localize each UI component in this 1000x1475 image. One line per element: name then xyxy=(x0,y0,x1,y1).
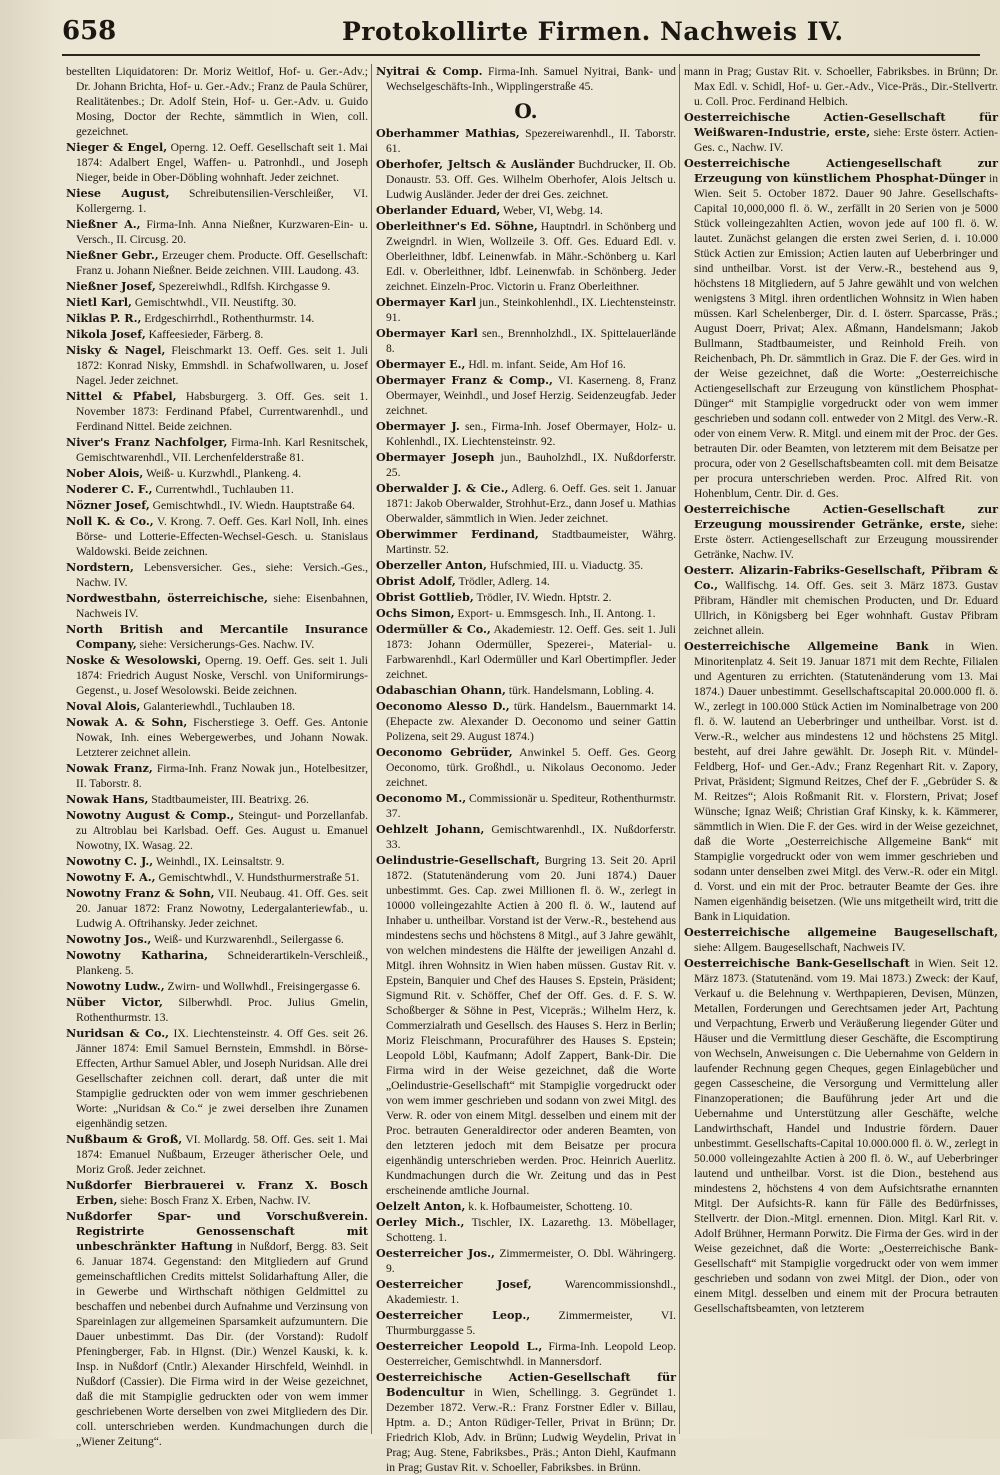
firm-name: Nittel & Pfabel, xyxy=(66,389,177,403)
entry-text: siehe: Bosch Franz X. Erben, Nachw. IV. xyxy=(120,1194,311,1207)
entry-text: jun., Bauholzhdl., IX. Nußdorferstr. 25. xyxy=(386,451,677,479)
directory-entry xyxy=(66,514,368,559)
entry-text: Wallfischg. 14. Off. Ges. seit 3. März 1873. Gustav Přibram, Händler mit chemischen Producten, und Dr. Eduard Ullrich, in Königsberg bei Eger wohnhaft. Gustav Přibram zeichnet allein. xyxy=(694,579,998,637)
entry-text: in Nußdorf, Bergg. 83. Seit 6. Januar 1874. Gegenstand: den Mitgliedern auf Grund gemeinschaftlichen Credits mittelst Solidarhaftung Aller, die in Gewerbe und Wirthschaft nöthigen Geldmittel zu beschaffen und nebenbei durch Aufnahme und Verzinsung von Spareinlagen zur allgemeinen Sparsamkeit aufzumuntern. Die Dauer unbestimmt. Das Dir. (der Vorstand): Rudolf Pfeningberger, Fab. in Hlgnst. (Dir.) Wenzel Kauski, k. k. Insp. in Nußdorf (Cntlr.) Alexander Hirschfeld, Weinhdl. in Nußdorf (Cassier). Die Firma wird in der Weise gezeichnet, daß die mit Stampiglie gedruckten oder von wem immer geschriebenen Worte derselben von zwei Mitgliedern des Dir. coll. unterschrieben werden. Kundmachungen durch die „Wiener Zeitung“. xyxy=(76,1240,369,1448)
firm-name: Oerley Mich., xyxy=(376,1215,465,1229)
firm-name: Noll K. & Co., xyxy=(66,514,154,528)
firm-name: Oesterreichische Actien-Gesellschaft für Weißwaren-Industrie, erste, xyxy=(684,110,998,139)
page-header xyxy=(62,14,980,56)
directory-entry xyxy=(66,699,368,714)
entry-text: Erzeuger chem. Producte. Off. Gesellschaft: Franz u. Johann Nießner. Beide zeichnen. VIII. Laudong. 43. xyxy=(76,249,368,277)
directory-entry xyxy=(376,791,676,821)
firm-name: Oberhammer Mathias, xyxy=(376,126,520,140)
directory-entry xyxy=(66,591,368,621)
firm-name: Obermayer J. xyxy=(376,419,460,433)
directory-entry xyxy=(66,295,368,310)
directory-entry xyxy=(376,1308,676,1338)
column-1 xyxy=(66,64,369,1448)
entry-text: mann in Prag; Gustav Rit. v. Schoeller, Fabriksbes. in Brünn; Dr. Max Edl. v. Schidl, Hof- u. Ger.-Adv., Vice-Präs., Dir.-Stellvertr. u. Coll. Proc. Ferdinand Helbich. xyxy=(684,65,998,108)
firm-name: Nieger & Engel, xyxy=(66,140,168,154)
entry-text: Schneiderartikeln-Verschleiß., Plankeng. 5. xyxy=(76,949,368,977)
entry-text: Schreibutensilien-Verschleißer, VI. Kollergerng. 1. xyxy=(76,187,368,215)
directory-entry xyxy=(66,948,368,978)
firm-name: Nußdorfer Spar- und Vorschußverein. Registrirte Genossenschaft mit unbeschränkter Haftung xyxy=(66,1209,368,1253)
entry-text: Operng. 12. Oeff. Gesellschaft seit 1. Mai 1874: Adalbert Engel, Waffen- u. Patronhdl., und Joseph Nieger, beide in Ober-Döbling wohnhaft. Jeder zeichnet. xyxy=(76,141,368,184)
firm-name: Oesterreicher Josef, xyxy=(376,1277,532,1291)
directory-entry xyxy=(66,140,368,185)
directory-entry xyxy=(376,606,676,621)
entry-text: Hdl. m. infant. Seide, Am Hof 16. xyxy=(468,358,626,371)
entry-text: Galanteriewhdl., Tuchlauben 18. xyxy=(143,700,295,713)
firm-name: Nießner A., xyxy=(66,217,141,231)
directory-entry xyxy=(66,761,368,791)
directory-entry xyxy=(376,450,676,480)
entry-text: IX. Liechtensteinstr. 4. Off Ges. seit 26. Jänner 1874: Emil Samuel Bernstein, Emmshdl. in Börse-Effecten, Arthur Samuel Abler, und Joseph Nuridsan. Alle drei Gesellschafter zeichnen coll. derart, daß unter die mit Stampiglie gedruckten oder von wem immer geschriebenen Worte: „Nuridsan & Co.“ je zwei derselben ihre Zunamen eigenhändig setzen. xyxy=(76,1027,369,1130)
entry-text: siehe: Erste österr. Actien-Ges. c., Nachw. IV. xyxy=(694,126,998,154)
firm-name: Oeconomo Gebrüder, xyxy=(376,745,513,759)
entry-text: Weber, VI, Webg. 14. xyxy=(503,204,603,217)
directory-entry xyxy=(66,560,368,590)
directory-entry xyxy=(66,715,368,760)
firm-name: Oesterreicher Jos., xyxy=(376,1246,495,1260)
directory-entry xyxy=(66,1178,368,1208)
firm-name: Obermayer Joseph xyxy=(376,450,495,464)
firm-name: Oberlander Eduard, xyxy=(376,203,501,217)
firm-name: Noderer C. F., xyxy=(66,482,153,496)
directory-entry xyxy=(376,295,676,325)
firm-name: Obrist Adolf, xyxy=(376,574,456,588)
directory-entry xyxy=(684,64,998,109)
directory-entry xyxy=(376,1339,676,1369)
directory-entry xyxy=(66,792,368,807)
column-3 xyxy=(684,64,998,1434)
firm-name: Nisky & Nagel, xyxy=(66,343,166,357)
entry-text: Buchdrucker, II. Ob. Donaustr. 53. Off. Ges. Wilhelm Oberhofer, Alois Jeltsch u. Ludwig Ausländer. Jeder der drei Ges. zeichnet. xyxy=(386,158,676,201)
directory-entry xyxy=(66,979,368,994)
directory-entry xyxy=(376,1277,676,1307)
firm-name: Nußbaum & Groß, xyxy=(66,1132,183,1146)
firm-name: Nowak Franz, xyxy=(66,761,153,775)
column-divider xyxy=(371,64,372,1434)
directory-entry xyxy=(376,373,676,418)
firm-name: Oesterr. Alizarin-Fabriks-Gesellschaft, Přibram & Co., xyxy=(684,563,998,592)
firm-name: Nober Alois, xyxy=(66,466,144,480)
entry-text: Gemischtwhdl., IV. Wiedn. Hauptstraße 64. xyxy=(152,499,355,512)
entry-text: Trödler, IV. Wiedn. Hptstr. 2. xyxy=(476,591,612,604)
column-2 xyxy=(376,64,677,1474)
directory-entry xyxy=(376,1246,676,1276)
entry-text: Tischler, IX. Lazarethg. 13. Möbellager, Schotteng. 1. xyxy=(386,1216,676,1244)
firm-name: Niese August, xyxy=(66,186,170,200)
directory-entry xyxy=(376,326,676,356)
firm-name: Oesterreichische allgemeine Baugesellschaft, xyxy=(684,925,998,939)
directory-entry xyxy=(66,1209,368,1449)
firm-name: Nuridsan & Co., xyxy=(66,1026,170,1040)
entry-text: VI. Kaserneng. 8, Franz Obermayer, Weinhdl., und Josef Herzig. Seidenzeugfab. Jeder zeichnet. xyxy=(386,374,676,417)
firm-name: Oeconomo Alesso D., xyxy=(376,699,510,713)
entry-text: Silberwhdl. Proc. Julius Gmelin, Rothenthurmstr. 13. xyxy=(76,996,368,1024)
entry-text: Weinhdl., IX. Leinsaltstr. 9. xyxy=(155,855,285,868)
firm-name: Nözner Josef, xyxy=(66,498,150,512)
directory-entry xyxy=(66,995,368,1025)
directory-entry xyxy=(376,558,676,573)
entry-text: Currentwhdl., Tuchlauben 11. xyxy=(155,483,294,496)
firm-name: Nowotny Jos., xyxy=(66,932,152,946)
entry-text: Akademiestr. 12. Oeff. Ges. seit 1. Juli 1873: Johann Odermüller, Spezerei-, Material- u. Farbwarenhdl., Karl Odermüller und Karl Obertimpfler. Jeder zeichnet. xyxy=(386,623,676,681)
directory-entry xyxy=(66,186,368,216)
entry-text: Firma-Inh. Samuel Nyitrai, Bank- und Wechselgeschäfts-Inh., Wipplingerstraße 45. xyxy=(386,65,676,93)
firm-name: Oesterreichische Actien-Gesellschaft für Bodencultur xyxy=(376,1370,676,1399)
entry-text: Fleischmarkt 13. Oeff. Ges. seit 1. Juli 1872: Konrad Nisky, Emmshdl. in Schafwollwaren, u. Josef Nagel. Jeder zeichnet. xyxy=(76,344,368,387)
firm-name: Oeconomo M., xyxy=(376,791,467,805)
firm-name: Nowotny August & Comp., xyxy=(66,808,235,822)
firm-name: Nikola Josef, xyxy=(66,327,146,341)
directory-entry xyxy=(66,1026,368,1131)
directory-entry xyxy=(376,822,676,852)
entry-text: Zimmermeister, O. Dbl. Währingerg. 9. xyxy=(386,1247,676,1275)
section-letter: O. xyxy=(514,99,538,123)
entry-text: Firma-Inh. Franz Nowak jun., Hotelbesitzer, II. Taborstr. 8. xyxy=(76,762,368,790)
directory-entry xyxy=(684,925,998,955)
entry-text: Hufschmied, III. u. Viaductg. 35. xyxy=(489,559,644,572)
firm-name: Nyitrai & Comp. xyxy=(376,64,483,78)
entry-text: Operng. 19. Oeff. Ges. seit 1. Juli 1874: Friedrich August Noske, Verschl. von Uniformirungs-Gegenst., u. Josef Wesolowski. Beide zeichnen. xyxy=(76,654,368,697)
directory-entry xyxy=(684,956,998,1316)
directory-entry xyxy=(66,248,368,278)
firm-name: Nowak A. & Sohn, xyxy=(66,715,188,729)
firm-name: Nietl Karl, xyxy=(66,295,132,309)
directory-entry xyxy=(376,745,676,790)
directory-entry xyxy=(66,389,368,434)
entry-text: V. Krong. 7. Oeff. Ges. Karl Noll, Inh. eines Börse- und Lotterie-Effecten-Wechsel-Gesch. u. Stanislaus Waldowski. Beide zeichnen. xyxy=(76,515,368,558)
entry-text: Gemischtwhdl., V. Hundsthurmerstraße 51. xyxy=(158,871,360,884)
directory-entry xyxy=(376,481,676,526)
entry-text: Firma-Inh. Karl Resnitschek, Gemischtwarenhdl., VII. Lerchenfelderstraße 81. xyxy=(76,436,368,464)
page-number: 658 xyxy=(62,16,117,46)
directory-entry xyxy=(376,699,676,744)
firm-name: Oehlzelt Johann, xyxy=(376,822,485,836)
entry-text: Lebensversicher. Ges., siehe: Versich.-Ges., Nachw. IV. xyxy=(76,561,369,589)
entry-text: Gemischtwarenhdl., IX. Nußdorferstr. 33. xyxy=(386,823,676,851)
firm-name: Oberleithner's Ed. Söhne, xyxy=(376,219,538,233)
firm-name: Oelindustrie-Gesellschaft, xyxy=(376,853,540,867)
firm-name: Noval Alois, xyxy=(66,699,141,713)
directory-entry xyxy=(66,311,368,326)
directory-entry xyxy=(376,527,676,557)
entry-text: Trödler, Adlerg. 14. xyxy=(458,575,550,588)
entry-text: Burgring 13. Seit 20. April 1872. (Statutenänderung vom 20. Juni 1874.) Dauer unbestimmt. Ges. Cap. zwei Millionen fl. ö. W., zerlegt in 10000 volleingezahlte Actien à 200 fl. ö. W., lautend auf Inhaber u. untheilbar. Vorstand ist der Verw.-R., bestehend aus mindestens sechs und höchstens 8 Mitgl., auf 3 Jahre gewählt, von welchen mindestens die Hälfte der jeweiligen Anzahl d. Mitgl. ihren Wohnsitz in Wien haben müssen. Gustav Rit. v. Epstein, Banquier und Chef des Hauses S. Epstein, Präsident; Sigmund Rit. v. Schöffer, Chef der Off. Ges. d. F. S. W. Schoßberger & Söhne in Pest, Vicepräs.; Wilhelm Herz, k. Commerzialrath und Gesellsch. des Hauses S. Herz in Berlin; Moriz Fleischmann, Procuraführer des Hauses S. Epstein; Leopold Löbl, Kaufmann; Adolf Zappert, Bank-Dir. Die Firma wird in der Weise gezeichnet, daß die Worte „Oelindustrie-Gesellschaft“ mit Stampiglie vorgedruckt oder von wem immer geschrieben und sodann von zwei Mitgl. des Verw. R. oder von einem Mitgl. desselben und einem mit der Proc. betrauten Generaldirector oder anderen Beamten, von den letzteren jedoch mit dem Beisatze per procura eigenhändig unterschrieben werden. Proc. Heinrich Auerlitz. Kundmachungen durch die Wr. Zeitung und das in Pest erscheinende amtliche Journal. xyxy=(386,854,676,1197)
entry-text: Zimmermeister, VI. Thurmburggasse 5. xyxy=(386,1309,676,1337)
entry-text: Weiß- u. Kurzwhdl., Plankeng. 4. xyxy=(145,467,302,480)
directory-entry xyxy=(376,357,676,372)
entry-text: VI. Mollardg. 58. Off. Ges. seit 1. Mai 1874: Emanuel Nußbaum, Erzeuger ätherischer Oele, und Moriz Groß. Jeder zeichnet. xyxy=(76,1133,368,1176)
firm-name: Oesterreichische Bank-Gesellschaft xyxy=(684,956,910,970)
directory-entry xyxy=(66,279,368,294)
directory-entry xyxy=(376,203,676,218)
firm-name: Oesterreichische Actiengesellschaft zur Erzeugung von künstlichem Phosphat-Dünger xyxy=(684,156,998,185)
firm-name: Nowotny F. A., xyxy=(66,870,156,884)
entry-text: Gemischtwhdl., VII. Neustiftg. 30. xyxy=(134,296,297,309)
firm-name: Obermayer Karl xyxy=(376,295,477,309)
entry-text: Steingut- und Porzellanfab. zu Altroblau bei Karlsbad. Oeff. Ges. August u. Emanuel Nowotny, IX. Wasag. 22. xyxy=(76,809,369,852)
firm-name: Nowotny Franz & Sohn, xyxy=(66,886,215,900)
entry-text: Firma-Inh. Leopold Leop. Oesterreicher, Gemischtwhdl. in Mannersdorf. xyxy=(386,1340,677,1368)
column-divider xyxy=(679,64,680,1434)
firm-name: Nordstern, xyxy=(66,560,134,574)
entry-text: Warencommissionshdl., Akademiestr. 1. xyxy=(386,1278,676,1306)
entry-text: Anwinkel 5. Oeff. Ges. Georg Oeconomo, türk. Großhdl., u. Nikolaus Oeconomo. Jeder zeichnet. xyxy=(386,746,676,789)
directory-entry xyxy=(376,157,676,202)
entry-text: türk. Handelsm., Bauernmarkt 14. (Ehepacte zw. Alexander D. Oeconomo und seiner Gattin Polizena, seit 29. August 1874.) xyxy=(386,700,676,743)
firm-name: Ochs Simon, xyxy=(376,606,455,620)
entry-text: in Wien. Seit 5. October 1872. Dauer 90 Jahre. Gesellschafts-Capital 10,000,000 fl. ö. W., zerfällt in 20 Serien von je 5000 Stück volleingezahlten Actien, wovon jede auf 100 fl. ö. W. lautet. Zunächst gelangen die ersten zwei Serien, d. i. 10.000 Stück Actien zur Emission; Actien lauten auf Ueberbringer und sind untheilbar. Vorst. ist der Verw.-R., bestehend aus 9, höchstens 18 Mitgliedern, auf 5 Jahre gewählt und von welchen wenigstens 3 Mitgl. ihren ordentlichen Wohnsitz in Wien haben müssen. Karl Schelenberger, Dir. d. I. österr. Sparcasse, Präs.; August Doerr, Privat; Alex. Aßmann, Handelsmann; Jakob Bullmann, Stadtbaumeister, und Reinhold Freih. von Reichenbach, Ph. Dr. sämmtlich in Graz. Die F. der Ges. wird in der Weise gezeichnet, daß die Worte: „Oesterreichische Actiengesellschaft zur Erzeugung von künstlichem Phosphat-Dünger“ mit Stampiglie vorgedruckt oder von wem immer geschrieben und sodann coll. entweder von 2 Mitgl. des Verw.-R. oder von einem Verw. R. Mitgl. und einem mit der Proc. der Ges. betrauten Dir. oder Beamten, von letzterem mit dem Beisatze per procura, oder von 2 Gesellschaftsbeamten coll. mit dem Beisatze per procura unterschrieben werden. Proc. Alfred Rit. von Hohenblum, Centr. Dir. d. Ges. xyxy=(694,172,998,500)
entry-text: Firma-Inh. Anna Nießner, Kurzwaren-Ein- u. Versch., II. Circusg. 20. xyxy=(76,218,368,246)
firm-name: Nowak Hans, xyxy=(66,792,149,806)
entry-text: VII. Neubaug. 41. Off. Ges. seit 20. Januar 1872: Franz Nowotny, Ledergalanteriewfab., u. Ludwig A. Oftrihansky. Jeder zeichnet. xyxy=(76,887,368,930)
firm-name: Oesterreicher Leop., xyxy=(376,1308,531,1322)
directory-entry xyxy=(684,639,998,924)
firm-name: Nowotny C. J., xyxy=(66,854,154,868)
entry-text: bestellten Liquidatoren: Dr. Moriz Weitlof, Hof- u. Ger.-Adv.; Dr. Johann Brichta, Hof- u. Ger.-Adv.; Franz de Paula Schürer, Realitätenbes.; Dr. Adolf Stein, Hof- u. Ger.-Adv. u. Guido Mosing, Doctor der Rechte, sämmtlich in Wien, coll. gezeichnet. xyxy=(66,65,368,138)
directory-entry xyxy=(376,574,676,589)
directory-entry xyxy=(376,1199,676,1214)
directory-entry xyxy=(66,482,368,497)
directory-entry xyxy=(66,1132,368,1177)
directory-entry xyxy=(66,854,368,869)
firm-name: Obermayer E., xyxy=(376,357,466,371)
entry-text: jun., Steinkohlenhdl., IX. Liechtensteinstr. 91. xyxy=(386,296,676,324)
directory-entry xyxy=(376,853,676,1198)
firm-name: North British and Mercantile Insurance Company, xyxy=(66,622,368,651)
directory-entry xyxy=(684,563,998,638)
directory-entry xyxy=(66,217,368,247)
directory-entry xyxy=(66,870,368,885)
entry-text: Fischerstiege 3. Oeff. Ges. Antonie Nowak, Inh. eines Webergewerbes, und Johann Nowak. Letzterer zeichnet allein. xyxy=(76,716,368,759)
directory-entry xyxy=(66,886,368,931)
entry-text: in Wien, Schellingg. 3. Gegründet 1. Dezember 1872. Verw.-R.: Franz Forstner Edler v. Billau, Hptm. a. D.; Anton Rüdiger-Teller, Privat in Brünn; Dr. Friedrich Klob, Adv. in Brünn; Ludwig Weydelin, Privat in Prag; Aug. Stene, Fabriksbes., Präs.; Anton Diehl, Kaufmann in Prag; Gustav Rit. v. Schoeller, Fabriksbes. in Brünn. xyxy=(386,1386,676,1474)
entry-text: Habsburgerg. 3. Off. Ges. seit 1. November 1873: Ferdinand Pfabel, Currentwarenhdl., und Ferdinand Nittel. Beide zeichnen. xyxy=(76,390,368,433)
firm-name: Oesterreichische Allgemeine Bank xyxy=(684,639,929,653)
entry-text: k. k. Hofbaumeister, Schotteng. 10. xyxy=(468,1200,633,1213)
directory-entry xyxy=(684,156,998,501)
firm-name: Nordwestbahn, österreichische, xyxy=(66,591,268,605)
directory-entry xyxy=(376,1370,676,1475)
firm-name: Nowotny Katharina, xyxy=(66,948,209,962)
entry-text: siehe: Erste österr. Actiengesellschaft zur Erzeugung moussirender Getränke, Nachw. IV. xyxy=(694,518,998,561)
firm-name: Oberzeller Anton, xyxy=(376,558,487,572)
directory-entry xyxy=(684,110,998,155)
entry-text: Commissionär u. Spediteur, Rothenthurmstr. 37. xyxy=(386,792,677,820)
entry-text: siehe: Eisenbahnen, Nachweis IV. xyxy=(76,592,369,620)
directory-entry xyxy=(66,64,368,139)
directory-entry xyxy=(376,622,676,682)
directory-entry xyxy=(66,466,368,481)
entry-text: türk. Handelsmann, Lobling. 4. xyxy=(508,684,655,697)
firm-name: Oberwalder J. & Cie., xyxy=(376,481,509,495)
firm-name: Odabaschian Ohann, xyxy=(376,683,506,697)
directory-entry xyxy=(66,808,368,853)
directory-entry xyxy=(66,343,368,388)
directory-entry xyxy=(66,327,368,342)
entry-text: siehe: Versicherungs-Ges. Nachw. IV. xyxy=(139,638,315,651)
entry-text: Zwirn- und Wollwhdl., Freisingergasse 6. xyxy=(167,980,361,993)
directory-entry xyxy=(66,498,368,513)
firm-name: Obrist Gottlieb, xyxy=(376,590,474,604)
entry-text: Weiß- und Kurzwarenhdl., Seilergasse 6. xyxy=(154,933,344,946)
firm-name: Odermüller & Co., xyxy=(376,622,491,636)
firm-name: Nießner Gebr., xyxy=(66,248,159,262)
firm-name: Oesterreichische Actien-Gesellschaft zur Erzeugung moussirender Getränke, erste, xyxy=(684,502,998,531)
entry-text: Stadtbaumeister, III. Beatrixg. 26. xyxy=(151,793,309,806)
firm-name: Niver's Franz Nachfolger, xyxy=(66,435,228,449)
firm-name: Nowotny Ludw., xyxy=(66,979,165,993)
directory-entry xyxy=(66,435,368,465)
firm-name: Oberhofer, Jeltsch & Ausländer xyxy=(376,157,575,171)
directory-entry xyxy=(376,590,676,605)
entry-text: in Wien. Seit 12. März 1873. (Statutenänd. vom 19. Mai 1873.) Zweck: der Kauf, Verkauf u. die Belehnung v. Werthpapieren, Devisen, Münzen, Metallen, Forderungen und Gerechtsamen jeder Art, Pachtung und Verpachtung, Erwerb und Veräußerung liegender Güter und Häuser und die Vermittlung dieser Geschäfte, die Escomptirung von Wechseln, Anweisungen c. Die Uebernahme von Geldern in laufender Rechnung gegen Cheques, gegen Einlagebücher und gegen Cassescheine, die Versorgung und Vermittelung aller Finanzoperationen; die Bauführung jeder Art und die Uebernahme und Unterstützung aller Geschäfte, welche Landwirthschaft, Handel und Industrie fördern. Dauer unbestimmt. Gesellschafts-Capital 10.000.000 fl. ö. W., zerlegt in 50.000 volleingezahlte Actien à 200 fl. ö. W., auf Ueberbringer lautend und untheilbar. Vorst. ist die Dion., bestehend aus mindestens 2, höchstens 4 von dem Aufsichtsrathe ernannten Mitgl. Der Aufsichts-R. kann für Fälle des Bedürfnisses, Stellvertr. der Dion.-Mitgl. ernennen. Dion. Mitgl. Karl Rit. v. Adolf Brühner, Hermann Porwitz. Die Firma der Ges. wird in der Weise gezeichnet, daß die Worte: „Oesterreichische Bank-Gesellschaft“ mit Stampiglie vorgedruckt oder von wem immer geschrieben und sodann von zwei Mitgl. der Dion., oder von einem Mitgl. desselben und einem mit der Procura betrauten Gesellschaftsbeamten, von letzterem xyxy=(694,957,998,1315)
directory-entry xyxy=(376,64,676,94)
directory-entry xyxy=(684,502,998,562)
firm-name: Niklas P. R., xyxy=(66,311,142,325)
directory-entry xyxy=(376,126,676,156)
directory-entry xyxy=(66,932,368,947)
entry-text: sen., Firma-Inh. Josef Obermayer, Holz- u. Kohlenhdl., IX. Liechtensteinstr. 92. xyxy=(386,420,676,448)
firm-name: Nießner Josef, xyxy=(66,279,156,293)
firm-name: Nußdorfer Bierbrauerei v. Franz X. Bosch Erben, xyxy=(66,1178,368,1207)
columns-container xyxy=(58,64,1000,1474)
entry-text: in Wien. Minoritenplatz 4. Seit 19. Januar 1871 mit dem Rechte, Filialen und Agenturen zu errichten. (Statutenänderung vom 13. Mai 1874.) Dauer unbestimmt. Gesellschaftscapital 20.000.000 fl. ö. W., zerlegt in 100.000 Stück Actien im Nominalbetrage von 200 fl. ö. W. lautend an Ueberbringer und untheilbar. Vorst. ist d. Verw.-R., welcher aus mindestens 12 und höchstens 25 Mitgl. besteht, auf drei Jahre gewählt. Dr. Joseph Rit. v. Mündel-Feldberg, Hof- und Ger.-Adv.; Franz Regenhart Rit. v. Zapory, Privat, Präsident; Sigmund Reitzes, Chef der F. „Gebrüder S. & M. Reitzes“; Alois Roßmanit Rit. v. Florstern, Privat; Josef Wünsche; Ignaz Weiß; Christian Graf Kinsky, k. k. Kämmerer, sämmtlich in Wien. Die F. der Ges. wird in der Weise gezeichnet, daß die Worte „Oesterreichische Allgemeine Bank“ mit Stampiglie vorgedruckt oder von wem immer geschrieben und sodann unter denselben zwei Mitgl. des Verw.-R. oder ein Mitgl. d. Vorst. und ein mit der Proc. betrauter Beamte der Ges. ihre Namen eigenhändig beisetzen. (Wie uns mitgetheilt wird, tritt die Bank in Liquidation. xyxy=(694,640,998,923)
entry-text: Erdgeschirrhdl., Rothenthurmstr. 14. xyxy=(144,312,315,325)
firm-name: Obermayer Karl xyxy=(376,326,478,340)
firm-name: Noske & Wesolowski, xyxy=(66,653,202,667)
directory-entry xyxy=(376,683,676,698)
directory-entry xyxy=(376,219,676,294)
entry-text: Adlerg. 6. Oeff. Ges. seit 1. Januar 1871: Jakob Oberwalder, Strohhut-Erz., dann Josef u. Mathias Oberwalder, sämmtlich in Wien. Jeder zeichnet. xyxy=(386,482,676,525)
entry-text: Kaffeesieder, Färberg. 8. xyxy=(148,328,264,341)
entry-text: siehe: Allgem. Baugesellschaft, Nachweis IV. xyxy=(694,941,906,954)
page-title: Protokollirte Firmen. Nachweis IV. xyxy=(342,17,844,46)
firm-name: Oelzelt Anton, xyxy=(376,1199,466,1213)
entry-text: Spezereiwarenhdl., II. Taborstr. 61. xyxy=(386,127,677,155)
entry-text: Stadtbaumeister, Währg. Martinstr. 52. xyxy=(386,528,676,556)
firm-name: Oesterreicher Leopold L., xyxy=(376,1339,543,1353)
firm-name: Obermayer Franz & Comp., xyxy=(376,373,553,387)
directory-entry xyxy=(376,419,676,449)
firm-name: Nüber Victor, xyxy=(66,995,163,1009)
directory-entry xyxy=(66,622,368,652)
directory-entry xyxy=(376,1215,676,1245)
entry-text: Hauptndrl. in Schönberg und Zweigndrl. in Wien, Wollzeile 3. Off. Ges. Eduard Edl. v. Oberleithner, ldbf. Leinenwfab. in Mähr.-Schönberg u. Karl Edl. v. Oberleithner, ldbf. Leinenwfab. in Schönberg. Jeder zeichnet. Einzeln-Proc. Victorin u. Franz Oberleithner. xyxy=(386,220,676,293)
entry-text: sen., Brennholzhdl., IX. Spittelauerlände 8. xyxy=(386,327,676,355)
firm-name: Oberwimmer Ferdinand, xyxy=(376,527,539,541)
entry-text: Spezereiwhdl., Rdlfsh. Kirchgasse 9. xyxy=(158,280,331,293)
entry-text: Export- u. Emmsgesch. Inh., II. Antong. 1. xyxy=(457,607,656,620)
directory-entry xyxy=(66,653,368,698)
